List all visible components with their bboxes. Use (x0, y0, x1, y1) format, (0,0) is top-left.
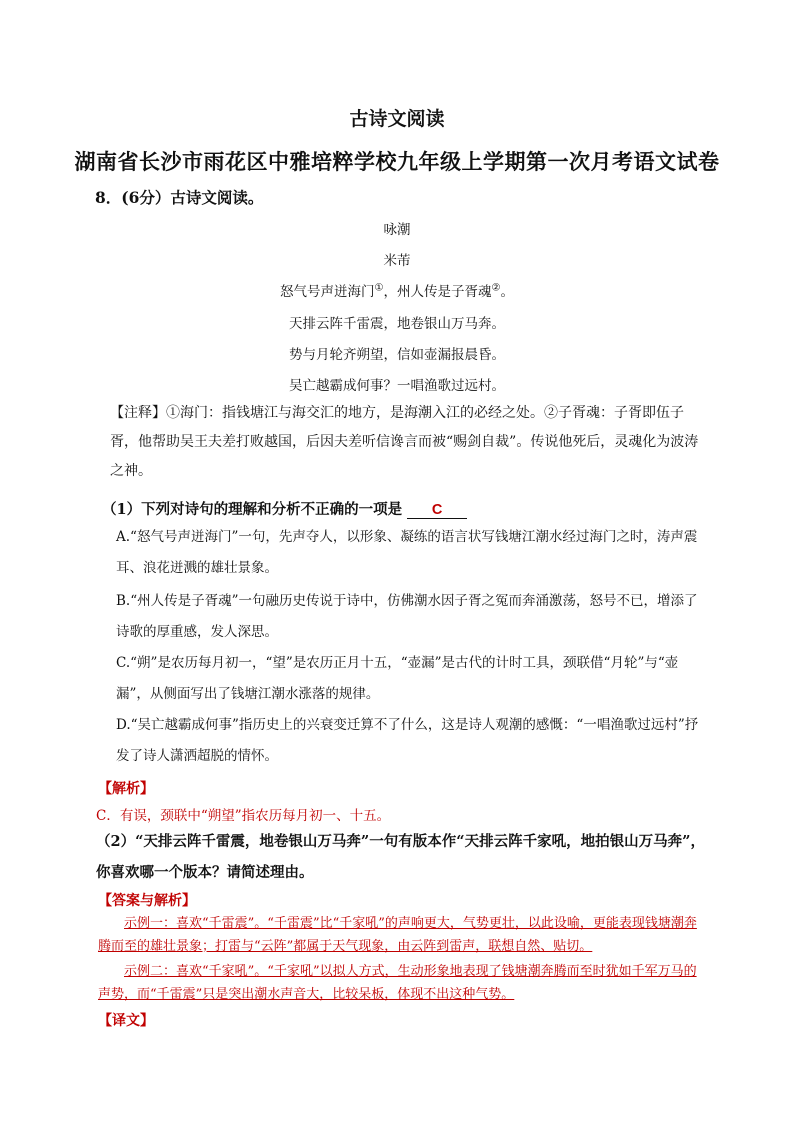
example-answer-1-text: 示例一：喜欢“千雷震”。“千雷震”比“千家吼”的声响更大，气势更壮，以此设喻，更能表现钱塘潮奔腾而至的雄壮景象；打雷与“云阵”都属于天气现象，由云阵到雷声，联想自然、贴切。 (98, 916, 697, 954)
example-answer-1 (98, 913, 706, 958)
annotation-note: 【注释】①海门：指钱塘江与海交汇的地方，是海潮入江的必经之处。②子胥魂：子胥即伍子胥，他帮助吴王夫差打败越国，后因夫差听信谗言而被“赐剑自裁”。传说他死后，灵魂化为波涛之神。 (110, 405, 699, 479)
sub-question-2: （2）“天排云阵千雷震，地卷银山万马奔”一句有版本作“天排云阵千家吼，地拍银山万马奔”，你喜欢哪一个版本？请简述理由。 (96, 833, 705, 881)
poem-title: 咏潮 (383, 222, 411, 238)
poem-line-1 (0, 280, 794, 300)
footnote-marker-2: ② (491, 282, 501, 294)
poem-author: 米芾 (383, 253, 411, 269)
section-title: 古诗文阅读 (349, 108, 445, 130)
option-a: A.“怒气号声迸海门”一句，先声夺人，以形象、凝练的语言状写钱塘江潮水经过海门之时，涛声震耳、浪花迸溅的雄壮景象。 (116, 529, 698, 576)
answer-analysis-label: 【答案与解析】 (98, 893, 196, 909)
sub-question-1-prompt: （1）下列对诗句的理解和分析不正确的一项是 (102, 501, 403, 518)
option-d: D.“吴亡越霸成何事”指历史上的兴衰变迁算不了什么，这是诗人观潮的感慨：“一唱渔歌过远村”抒发了诗人潇洒超脱的情怀。 (116, 717, 699, 764)
poem-line-2: 天排云阵千雷震，地卷银山万马奔。 (289, 316, 505, 332)
translation-label: 【译文】 (98, 1013, 154, 1029)
exam-title: 湖南省长沙市雨花区中雅培粹学校九年级上学期第一次月考语文试卷 (74, 149, 720, 174)
poem-line-3: 势与月轮齐朔望，信如壶漏报晨昏。 (289, 347, 505, 363)
question-number: 8．(6分）古诗文阅读。 (95, 188, 264, 207)
example-answer-2 (98, 961, 706, 1006)
poem-line-4: 吴亡越霸成何事？一唱渔歌过远村。 (289, 378, 505, 394)
poem-line-1-part-a: 怒气号声迸海门 (280, 284, 375, 300)
answer-blank: C (407, 502, 467, 519)
example-answer-2-text: 示例二：喜欢“千家吼”。“千家吼”以拟人方式，生动形象地表现了钱塘潮奔腾而至时犹如千军万马的声势，而“千雷震”只是突出潮水声音大，比较呆板，体现不出这种气势。 (98, 964, 697, 1002)
option-c: C.“朔”是农历每月初一，“望”是农历正月十五，“壶漏”是古代的计时工具，颈联借“月轮”与“壶漏”，从侧面写出了钱塘江潮水涨落的规律。 (116, 655, 679, 702)
analysis-text: C．有误，颈联中“朔望”指农历每月初一、十五。 (96, 808, 391, 824)
poem-line-1-part-c: 。 (500, 284, 514, 300)
footnote-marker-1: ① (374, 282, 384, 294)
sub-question-1 (102, 498, 467, 519)
analysis-label: 【解析】 (98, 781, 154, 797)
option-b: B.“州人传是子胥魂”一句融历史传说于诗中，仿佛潮水因子胥之冤而奔涌激荡，怒号不已，增添了诗歌的厚重感，发人深思。 (116, 593, 698, 640)
poem-line-1-part-b: ，州人传是子胥魂 (383, 284, 492, 300)
